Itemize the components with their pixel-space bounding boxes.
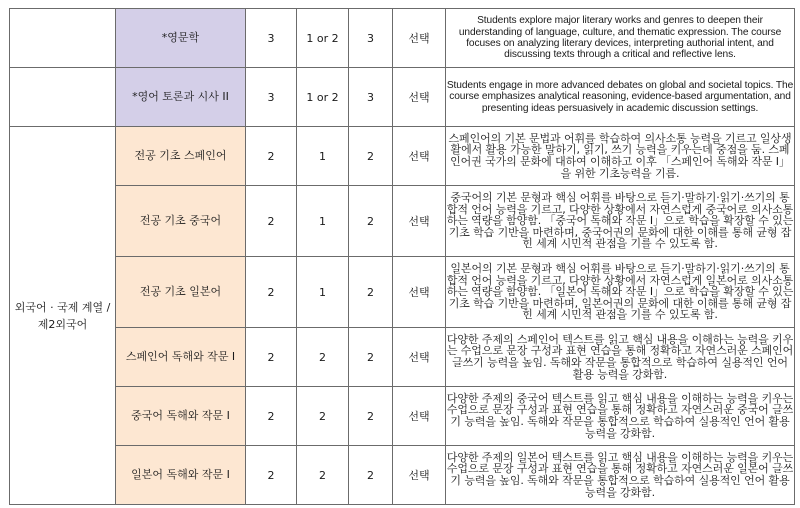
hours-cell: 2 (349, 387, 393, 446)
hours-cell: 3 (349, 68, 393, 127)
table-row (10, 127, 795, 186)
description-cell: Students engage in more advanced debates on global and societal topics. The course emphasizes analytical reasoning, evidence-based argumentation, and presenting ideas persuasively in academic discussion settings. (446, 68, 795, 127)
credits-cell: 3 (246, 68, 297, 127)
curriculum-table (9, 8, 795, 505)
grade-cell: 1 (297, 127, 349, 186)
credits-cell: 2 (246, 127, 297, 186)
grade-cell: 1 or 2 (297, 9, 349, 68)
subject-name: 전공 기초 일본어 (116, 257, 246, 328)
description-cell: Students explore major literary works and genres to deepen their understanding of language, culture, and thematic expression. The course focuses on analyzing literary devices, interpreting authorial intent, and discussing texts through a critical and reflective lens. (446, 9, 795, 68)
grade-cell: 2 (297, 446, 349, 505)
hours-cell: 2 (349, 127, 393, 186)
hours-cell: 2 (349, 446, 393, 505)
subject-name: *영어 토론과 시사 II (116, 68, 246, 127)
type-cell: 선택 (393, 68, 446, 127)
type-cell: 선택 (393, 127, 446, 186)
type-cell: 선택 (393, 257, 446, 328)
subject-name: 일본어 독해와 작문 I (116, 446, 246, 505)
subject-name: 전공 기초 중국어 (116, 186, 246, 257)
table-row (10, 387, 795, 446)
description-cell: 중국어의 기본 문형과 핵심 어휘를 바탕으로 듣기·말하기·읽기·쓰기의 통합적 언어 능력을 기르고, 다양한 상황에서 자연스럽게 중국어로 의사소통하는 역량을 함양함. 「중국어 독해와 작문 I」으로 학습을 확장할 수 있는 기초 학습 기반을 마련하며, 중국어권의 문화에 대한 이해를 통해 균형 잡힌 세계 시민적 관점을 기를 수 있도록 함. (446, 186, 795, 257)
type-cell: 선택 (393, 446, 446, 505)
subject-name: *영문학 (116, 9, 246, 68)
credits-cell: 2 (246, 446, 297, 505)
credits-cell: 3 (246, 9, 297, 68)
credits-cell: 2 (246, 328, 297, 387)
grade-cell: 1 (297, 257, 349, 328)
group-cell-empty (10, 9, 116, 68)
grade-cell: 1 (297, 186, 349, 257)
subject-name: 전공 기초 스페인어 (116, 127, 246, 186)
table-row (10, 328, 795, 387)
description-cell: 다양한 주제의 중국어 텍스트를 읽고 핵심 내용을 이해하는 능력을 키우는 수업으로 문장 구성과 표현 연습을 통해 정확하고 자연스러운 중국어 글쓰기 능력을 높임. 독해와 작문을 통합적으로 학습하여 실용적인 언어 활용 능력을 강화함. (446, 387, 795, 446)
credits-cell: 2 (246, 257, 297, 328)
table-row (10, 9, 795, 68)
grade-cell: 2 (297, 328, 349, 387)
description-cell: 다양한 주제의 스페인어 텍스트를 읽고 핵심 내용을 이해하는 능력을 키우는 수업으로 문장 구성과 표현 연습을 통해 정확하고 자연스러운 스페인어 글쓰기 능력을 높임. 독해와 작문을 통합적으로 학습하여 실용적인 언어 활용 능력을 강화함. (446, 328, 795, 387)
subject-name: 중국어 독해와 작문 I (116, 387, 246, 446)
table-row (10, 68, 795, 127)
type-cell: 선택 (393, 387, 446, 446)
credits-cell: 2 (246, 186, 297, 257)
grade-cell: 2 (297, 387, 349, 446)
table-row (10, 257, 795, 328)
group-cell-empty (10, 68, 116, 127)
hours-cell: 3 (349, 9, 393, 68)
hours-cell: 2 (349, 186, 393, 257)
credits-cell: 2 (246, 387, 297, 446)
table-row (10, 186, 795, 257)
subject-name: 스페인어 독해와 작문 I (116, 328, 246, 387)
description-cell: 다양한 주제의 일본어 텍스트를 읽고 핵심 내용을 이해하는 능력을 키우는 수업으로 문장 구성과 표현 연습을 통해 정확하고 자연스러운 일본어 글쓰기 능력을 높임. 독해와 작문을 통합적으로 학습하여 실용적인 언어 활용 능력을 강화함. (446, 446, 795, 505)
description-cell: 일본어의 기본 문형과 핵심 어휘를 바탕으로 듣기·말하기·읽기·쓰기의 통합적 언어 능력을 기르고, 다양한 상황에서 자연스럽게 일본어로 의사소통하는 역량을 함양함. 「일본어 독해와 작문 I」으로 학습을 확장할 수 있는 기초 학습 기반을 마련하며, 일본어권의 문화에 대한 이해를 통해 균형 잡힌 세계 시민적 관점을 기를 수 있도록 함. (446, 257, 795, 328)
type-cell: 선택 (393, 186, 446, 257)
group-label: 외국어 · 국제 계열 / 제2외국어 (10, 127, 116, 505)
description-cell: 스페인어의 기본 문법과 어휘를 학습하여 의사소통 능력을 기르고 일상생활에서 활용 가능한 말하기, 읽기, 쓰기 능력을 키우는데 중점을 둠. 스페인어권 국가의 문화에 대하여 이해하고 이후 「스페인어 독해와 작문 I」을 위한 기초능력을 기름. (446, 127, 795, 186)
type-cell: 선택 (393, 9, 446, 68)
table-row (10, 446, 795, 505)
hours-cell: 2 (349, 328, 393, 387)
hours-cell: 2 (349, 257, 393, 328)
grade-cell: 1 or 2 (297, 68, 349, 127)
type-cell: 선택 (393, 328, 446, 387)
